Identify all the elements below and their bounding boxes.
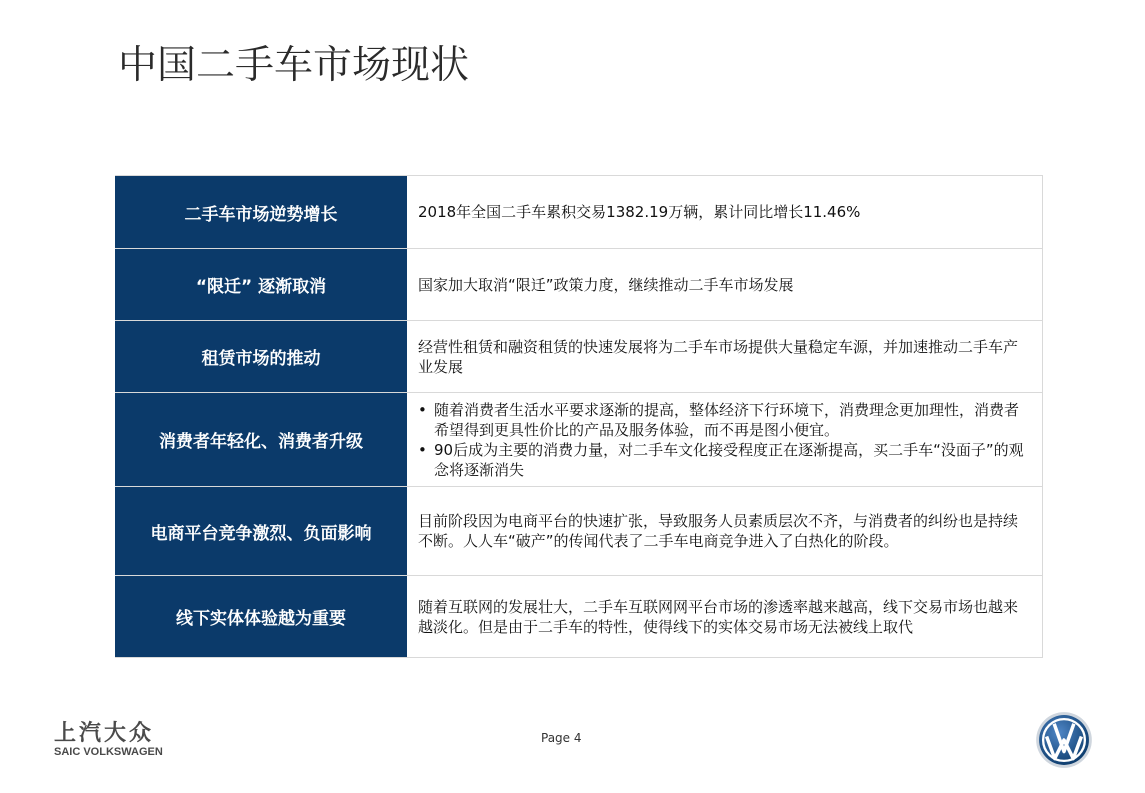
table-row	[115, 487, 1043, 576]
table-row	[115, 576, 1043, 658]
table-row	[115, 249, 1043, 321]
row-label: 电商平台竞争激烈、负面影响	[115, 487, 408, 575]
row-label: “限迁” 逐渐取消	[115, 249, 408, 320]
page-number: Page 4	[541, 731, 582, 745]
row-text: 国家加大取消“限迁”政策力度，继续推动二手车市场发展	[408, 249, 1043, 320]
row-label: 消费者年轻化、消费者升级	[115, 393, 408, 486]
row-label: 线下实体体验越为重要	[115, 576, 408, 657]
bullet-list	[418, 400, 1032, 480]
row-text: 随着互联网的发展壮大，二手车互联网网平台市场的渗透率越来越高，线下交易市场也越来越淡化。但是由于二手车的特性，使得线下的实体交易市场无法被线上取代	[408, 576, 1043, 657]
row-text: 目前阶段因为电商平台的快速扩张，导致服务人员素质层次不齐，与消费者的纠纷也是持续不断。人人车“破产”的传闻代表了二手车电商竞争进入了白热化的阶段。	[408, 487, 1043, 575]
info-table	[115, 175, 1043, 658]
row-text: 2018年全国二手车累积交易1382.19万辆，累计同比增长11.46%	[408, 176, 1043, 248]
table-row	[115, 175, 1043, 249]
logo-cn-text: 上汽大众	[54, 721, 155, 746]
page-title: 中国二手车市场现状	[118, 43, 470, 88]
saic-volkswagen-logo	[54, 722, 163, 758]
row-text: 经营性租赁和融资租赁的快速发展将为二手车市场提供大量稳定车源，并加速推动二手车产业发展	[408, 321, 1043, 392]
bullet-item: • 90后成为主要的消费力量，对二手车文化接受程度正在逐渐提高，买二手车“没面子”的观念将逐渐消失	[418, 440, 1032, 480]
bullet-item: • 随着消费者生活水平要求逐渐的提高，整体经济下行环境下，消费理念更加理性，消费者希望得到更具性价比的产品及服务体验，而不再是图小便宜。	[418, 400, 1032, 440]
row-text	[408, 393, 1043, 486]
table-row	[115, 393, 1043, 487]
vw-logo-icon	[1035, 711, 1093, 769]
table-row	[115, 321, 1043, 393]
row-label: 租赁市场的推动	[115, 321, 408, 392]
logo-en-text: SAIC VOLKSWAGEN	[54, 746, 163, 758]
row-label: 二手车市场逆势增长	[115, 176, 408, 248]
